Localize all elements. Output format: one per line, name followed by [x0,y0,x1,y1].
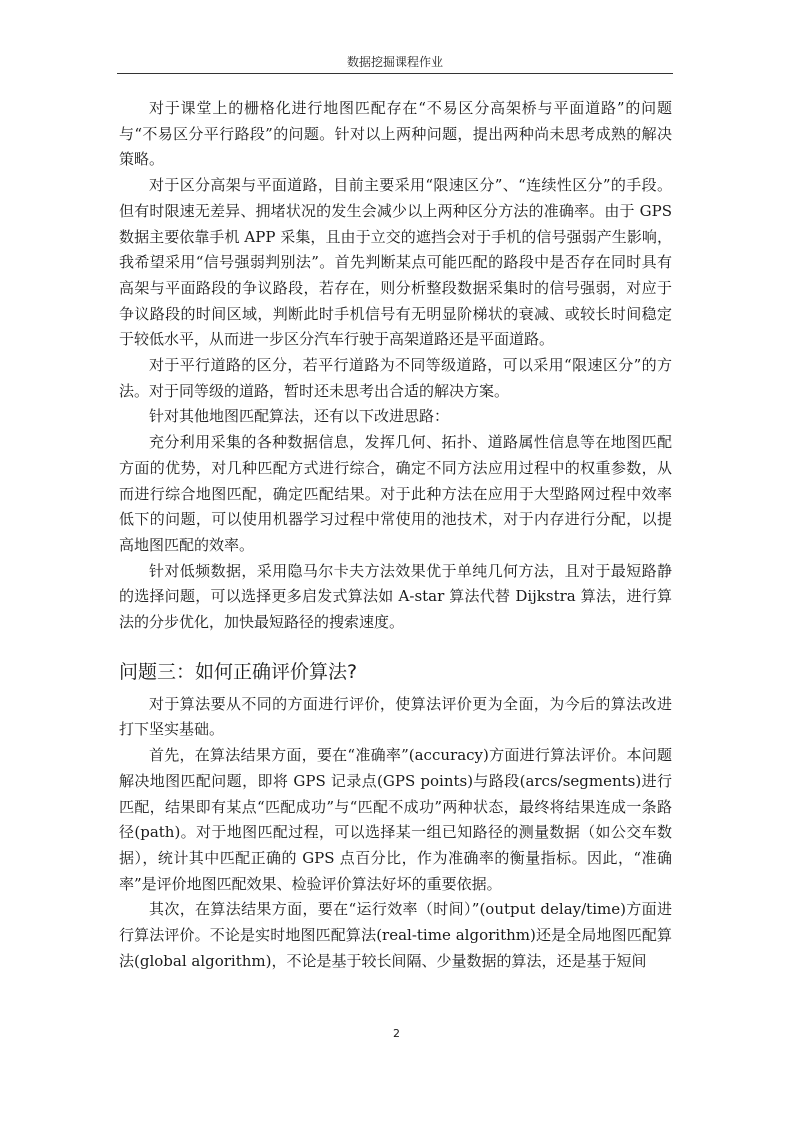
body-paragraph: 对于平行道路的区分，若平行道路为不同等级道路，可以采用“限速区分”的方法。对于同等级的道路，暂时还未思考出合适的解决方案。 [119,356,672,400]
body-paragraph: 对于课堂上的栅格化进行地图匹配存在“不易区分高架桥与平面道路”的问题与“不易区分平行路段”的问题。针对以上两种问题，提出两种尚未思考成熟的解决策略。 [119,99,672,169]
body-paragraph: 其次，在算法结果方面，要在“运行效率（时间）”(output delay/time)方面进行算法评价。不论是实时地图匹配算法(real-time algorithm)还是全局地图匹配算法(global algorithm)，不论是基于较长间隔、少量数据的算法，还是基于短间 [119,900,672,970]
body-paragraph: 针对其他地图匹配算法，还有以下改进思路： [149,407,450,426]
body-paragraph: 首先，在算法结果方面，要在“准确率”(accuracy)方面进行算法评价。本问题解决地图匹配问题，即将 GPS 记录点(GPS points)与路段(arcs/segments)进行匹配，结果即有某点“匹配成功”与“匹配不成功”两种状态，最终将结果连成一条路径(path)。对于地图匹配过程，可以选择某一组已知路径的测量数据（如公交车数据），统计其中匹配正确的 GPS 点百分比，作为准确率的衡量指标。因此，“准确率”是评价地图匹配效果、检验评价算法好坏的重要依据。 [119,746,672,893]
body-paragraph: 充分利用采集的各种数据信息，发挥几何、拓扑、道路属性信息等在地图匹配方面的优势，对几种匹配方式进行综合，确定不同方法应用过程中的权重参数，从而进行综合地图匹配，确定匹配结果。对于此种方法在应用于大型路网过程中效率低下的问题，可以使用机器学习过程中常使用的池技术，对于内存进行分配，以提高地图匹配的效率。 [119,433,672,554]
running-header: 数据挖掘课程作业 [346,55,443,69]
body-paragraph: 对于算法要从不同的方面进行评价，使算法评价更为全面，为今后的算法改进打下坚实基础。 [119,694,672,739]
body-paragraph: 针对低频数据，采用隐马尔卡夫方法效果优于单纯几何方法，且对于最短路静的选择问题，可以选择更多启发式算法如 A-star 算法代替 Dijkstra 算法，进行算法的分步优化，加快最短路径的搜索速度。 [119,561,672,632]
page-body [119,96,672,975]
body-paragraph: 对于区分高架与平面道路，目前主要采用“限速区分”、“连续性区分”的手段。但有时限速无差异、拥堵状况的发生会减少以上两种区分方法的准确率。由于 GPS 数据主要依靠手机 APP 采集，且由于立交的遮挡会对于手机的信号强弱产生影响，我希望采用“信号强弱判别法”。首先判断某点可能匹配的路段中是否存在同时具有高架与平面路段的争议路段，若存在，则分析整段数据采集时的信号强弱，对应于争议路段的时间区域，判断此时手机信号有无明显阶梯状的衰减、或较长时间稳定于较低水平，从而进一步区分汽车行驶于高架道路还是平面道路。 [119,176,672,349]
section-heading: 问题三：如何正确评价算法? [119,660,358,683]
page-number: 2 [393,1027,400,1040]
header-divider [117,73,673,74]
